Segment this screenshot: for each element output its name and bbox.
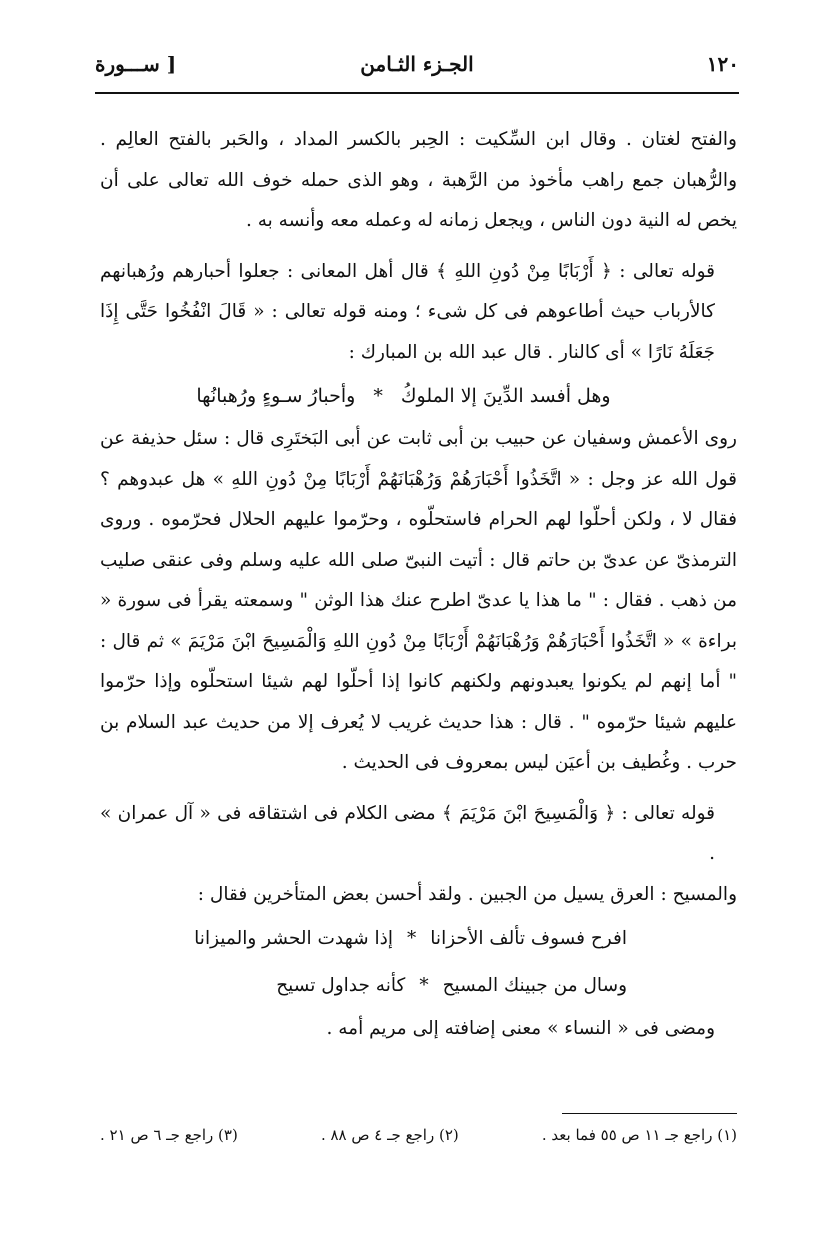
paragraph-3: روى الأعمش وسفيان عن حبيب بن أبى ثابت عن أبى البَختَرِى قال : سئل حذيفة عن قول الله عز وجل : « اتَّخَذُوا أَحْبَارَهُمْ وَرُهْبَانَهُمْ أَرْبَابًا مِنْ دُونِ اللهِ » هل عبدوهم ؟ فقال لا ، ولكن أحلّوا لهم الحرام فاستحلّوه ، وحرّموا عليهم الحلال فحرّموه . وروى الترمذىّ عن عدىّ بن حاتم قال : أتيت النبىّ صلى الله عليه وسلم وفى عنقى صليب من ذهب . فقال : " ما هذا يا عدىّ اطرح عنك هذا الوثن " وسمعته يقرأ فى سورة « براءة » « اتَّخَذُوا أَحْبَارَهُمْ وَرُهْبَانَهُمْ أَرْبَابًا مِنْ دُونِ اللهِ وَالْمَسِيحَ ابْنَ مَرْيَمَ » ثم قال : " أما إنهم لم يكونوا يعبدونهم ولكنهم كانوا إذا أحلّوا لهم شيئا استحلّوه وإذا حرّموا عليهم شيئا حرّموه " . قال : هذا حديث غريب لا يُعرف إلا من حديث عبد السلام بن حرب . وغُطيف بن أعيَن ليس بمعروف فى الحديث . bbox=[100, 428, 737, 773]
verse-first-half: وهل أفسد الدِّينَ إلا الملوكُ bbox=[400, 385, 611, 407]
poem-line-2-first: وسال من جبينك المسيح bbox=[442, 975, 627, 996]
footnote-rule bbox=[562, 1113, 737, 1114]
poem-separator-1: * bbox=[407, 928, 417, 949]
footnote-3: (٣) راجع جـ ٦ ص ٢١ . bbox=[100, 1126, 238, 1144]
verse-separator: * bbox=[373, 385, 383, 407]
poem-line-1-first: افرح فسوف تألف الأحزانا bbox=[430, 928, 627, 949]
paragraph-6: ومضى فى « النساء » معنى إضافته إلى مريم أمه . bbox=[326, 1018, 715, 1039]
poem-separator-2: * bbox=[419, 975, 429, 996]
page-number: ١٢٠ bbox=[706, 52, 739, 76]
paragraph-5: والمسيح : العرق يسيل من الجبين . ولقد أحسن بعض المتأخرين فقال : bbox=[197, 883, 737, 905]
paragraph-1: والفتح لغتان . وقال ابن السِّكيت : الحِبر بالكسر المداد ، والحَبر بالفتح العالِم . والرُّهبان جمع راهب مأخوذ من الرَّهبة ، وهو الذى حمله خوف الله تعالى على أن يخص له النية دون الناس ، ويجعل زمانه له وعمله معه وأنسه به . bbox=[100, 129, 737, 231]
surah-header: [ ســـورة bbox=[95, 52, 177, 76]
footnote-1: (١) راجع جـ ١١ ص ٥٥ فما بعد . bbox=[541, 1126, 737, 1144]
poem-line-2-second: كأنه جداول تسيح bbox=[276, 975, 406, 996]
main-text bbox=[100, 120, 737, 1050]
paragraph-2: قوله تعالى : ﴿ أَرْبَابًا مِنْ دُونِ اللهِ ﴾ قال أهل المعانى : جعلوا أحبارهم ورُهبانهم كالأرباب حيث أطاعوهم فى كل شىء ؛ ومنه قوله تعالى : « قَالَ انْفُخُوا حَتَّى إِذَا جَعَلَهُ نَارًا » أى كالنار . قال عبد الله بن المبارك : bbox=[100, 260, 715, 363]
poem-line-1 bbox=[100, 915, 737, 962]
poem-line-1-second: إذا شهدت الحشر والميزانا bbox=[194, 928, 394, 949]
page-header bbox=[95, 48, 739, 88]
paragraph-4: قوله تعالى : ﴿ وَالْمَسِيحَ ابْنَ مَرْيَمَ ﴾ مضى الكلام فى اشتقاقه فى « آل عمران » . bbox=[100, 802, 715, 864]
footnotes bbox=[100, 1126, 737, 1144]
poem-line-2 bbox=[100, 962, 737, 1009]
footnote-2: (٢) راجع جـ ٤ ص ٨٨ . bbox=[320, 1126, 459, 1144]
verse-second-half: وأحبارُ سـوءٍ ورُهبانُها bbox=[196, 385, 356, 407]
running-title: الجـزء الثـامن bbox=[360, 52, 474, 76]
verse-couplet bbox=[100, 373, 737, 419]
header-rule bbox=[95, 92, 739, 94]
